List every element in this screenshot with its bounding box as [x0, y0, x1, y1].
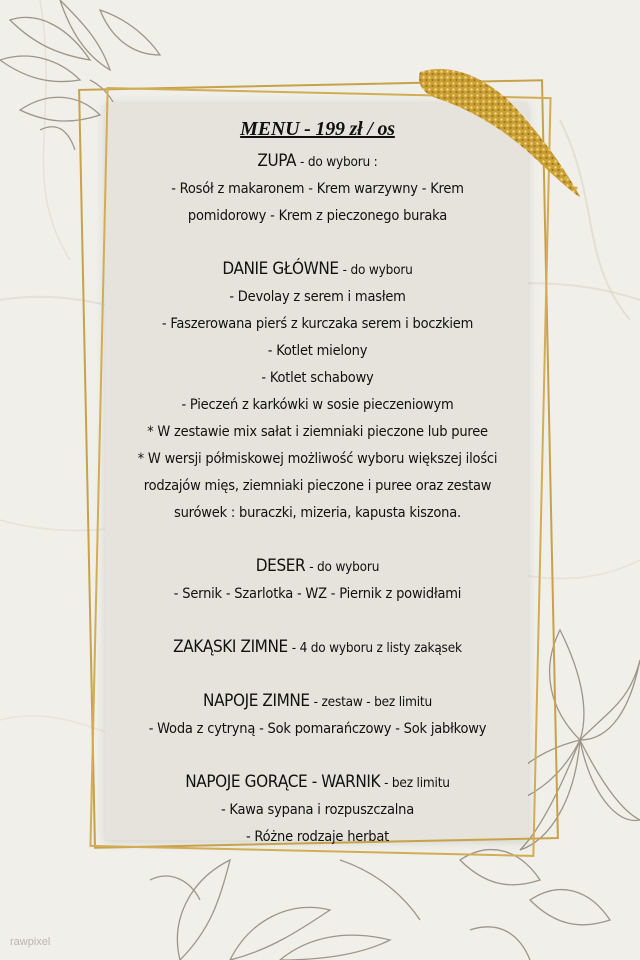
menu-line: pomidorowy - Krem z pieczonego buraka: [187, 208, 448, 224]
section-note: - zestaw - bez limitu: [313, 694, 432, 710]
section-heading: NAPOJE GORĄCE - WARNIK: [185, 772, 381, 792]
menu-section-dessert: [120, 553, 515, 608]
menu-line: - Kotlet mielony: [267, 343, 368, 359]
menu-line: - Faszerowana pierś z kurczaka serem i boczkiem: [161, 316, 474, 332]
menu-line: - Woda z cytryną - Sok pomarańczowy - Sok jabłkowy: [148, 721, 487, 737]
menu-line: - Kotlet schabowy: [261, 370, 374, 386]
section-heading: DANIE GŁÓWNE: [222, 259, 339, 279]
section-note: - bez limitu: [384, 775, 450, 791]
watermark: rawpixel: [10, 936, 51, 948]
menu-line: - Rosół z makaronem - Krem warzywny - Krem: [171, 181, 464, 197]
section-note: - do wyboru: [309, 559, 380, 575]
section-heading: ZAKĄSKI ZIMNE: [173, 637, 288, 657]
menu-title: MENU - 199 zł / os: [240, 118, 395, 140]
section-heading: DESER: [255, 556, 306, 576]
section-note: - do wyboru :: [300, 154, 378, 170]
menu-line: - Devolay z serem i masłem: [229, 289, 406, 305]
menu-line: - Różne rodzaje herbat: [245, 829, 390, 845]
menu-section-main-course: [120, 256, 515, 527]
menu-content: [120, 112, 515, 877]
menu-line: - Kawa sypana i rozpuszczalna: [220, 802, 415, 818]
section-note: - 4 do wyboru z listy zakąsek: [291, 640, 462, 656]
section-heading: NAPOJE ZIMNE: [203, 691, 310, 711]
menu-section-cold-drinks: [120, 688, 515, 743]
menu-line: - Pieczeń z karkówki w sosie pieczeniowym: [181, 397, 454, 413]
menu-section-soup: [120, 148, 515, 230]
section-heading: ZUPA: [257, 151, 297, 171]
menu-line: * W wersji półmiskowej możliwość wyboru większej ilości: [137, 451, 498, 467]
menu-line: surówek : buraczki, mizeria, kapusta kiszona.: [174, 505, 461, 521]
menu-line: rodzajów mięs, ziemniaki pieczone i puree oraz zestaw: [143, 478, 492, 494]
section-note: - do wyboru: [342, 262, 413, 278]
menu-section-hot-drinks: [120, 769, 515, 851]
menu-line: * W zestawie mix sałat i ziemniaki pieczone lub puree: [147, 424, 488, 440]
menu-section-cold-appetizers: [120, 634, 515, 662]
menu-line: - Sernik - Szarlotka - WZ - Piernik z powidłami: [173, 586, 462, 602]
